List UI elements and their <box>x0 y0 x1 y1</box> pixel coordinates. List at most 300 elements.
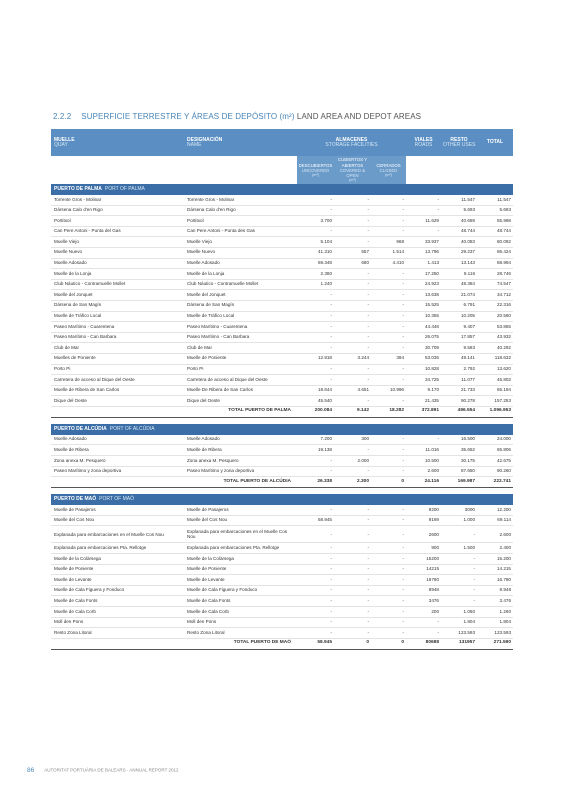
table-cell: 1.500 <box>441 543 477 554</box>
land-area-table <box>51 129 513 650</box>
table-cell: - <box>334 396 371 407</box>
header-closed: CERRADOS CLOSED (m²) <box>371 156 406 184</box>
table-cell: - <box>334 237 371 248</box>
table-cell: Club Náutico - Contramuelle Mollet <box>185 279 297 290</box>
table-cell: Resto Zona Litoral <box>51 628 185 639</box>
table-cell: 18.644 <box>297 385 334 396</box>
section-title <box>51 494 513 505</box>
table-row <box>51 237 513 248</box>
table-cell: - <box>334 628 371 639</box>
total-cell: 372.891 <box>406 406 441 417</box>
table-cell: Dique del Oeste <box>185 396 297 407</box>
table-cell: - <box>371 456 406 467</box>
table-cell: Porto Pi <box>185 364 297 375</box>
table-cell: 26.075 <box>406 332 441 343</box>
table-cell: - <box>297 505 334 515</box>
table-cell: - <box>371 226 406 237</box>
table-row <box>51 290 513 301</box>
table-cell: 28.746 <box>477 269 513 280</box>
footer-text: AUTORITAT PORTUÀRIA DE BALEARS · ANNUAL REPORT 2012 <box>44 767 179 773</box>
table-cell: Muelle De Ribera de San Carlos <box>185 385 297 396</box>
table-cell: - <box>297 585 334 596</box>
table-cell: - <box>297 543 334 554</box>
section-header-row <box>51 184 513 195</box>
table-cell: - <box>406 195 441 205</box>
section-title-es: PUERTO DE MAÓ <box>54 496 97 503</box>
table-cell: 8948 <box>406 585 441 596</box>
table-cell: - <box>371 322 406 333</box>
table-cell: - <box>297 332 334 343</box>
table-cell: 1.000 <box>441 515 477 526</box>
table-cell: Paseo Marítimo - Cuarentena <box>185 322 297 333</box>
table-cell: 1.514 <box>371 247 406 258</box>
table-cell: - <box>371 375 406 386</box>
table-cell: 90.278 <box>441 396 477 407</box>
table-cell: - <box>334 364 371 375</box>
table-cell: - <box>371 445 406 456</box>
section-title <box>51 184 513 195</box>
table-cell: 3.700 <box>297 216 334 227</box>
table-cell: 17.250 <box>406 269 441 280</box>
table-cell: 4.410 <box>371 258 406 269</box>
table-cell: - <box>371 515 406 526</box>
section-title <box>51 424 513 435</box>
table-cell: - <box>297 375 334 386</box>
total-cell: 0 <box>371 477 406 488</box>
table-row <box>51 247 513 258</box>
header-quay: MUELLE QUAY <box>51 129 185 156</box>
table-cell: - <box>297 526 334 543</box>
table-cell: Muelle Nuevo <box>185 247 297 258</box>
table-cell: Muelle de la Lonja <box>185 269 297 280</box>
table-cell: Dársena de San Magín <box>51 300 185 311</box>
table-cell: 1.060 <box>441 607 477 618</box>
table-cell: Muelle de Tráfico Local <box>51 311 185 322</box>
section-header-row <box>51 424 513 435</box>
table-cell: 12.818 <box>297 353 334 364</box>
table-cell: - <box>371 596 406 607</box>
table-cell: - <box>334 505 371 515</box>
table-cell: - <box>371 628 406 639</box>
header-roads: VIALES ROADS <box>406 129 441 156</box>
table-row <box>51 375 513 386</box>
table-cell: 14215 <box>406 564 441 575</box>
table-row <box>51 554 513 565</box>
table-cell: Can Pere Antoni - Punta des Gas <box>185 226 297 237</box>
table-cell: 680 <box>334 258 371 269</box>
table-cell: - <box>334 216 371 227</box>
table-cell: - <box>371 435 406 445</box>
table-row <box>51 445 513 456</box>
table-cell: - <box>334 269 371 280</box>
total-cell: 9.142 <box>334 406 371 417</box>
table-cell: - <box>371 343 406 354</box>
table-cell: - <box>297 628 334 639</box>
table-row <box>51 322 513 333</box>
total-cell: 80688 <box>406 638 441 649</box>
table-cell: 11.629 <box>406 216 441 227</box>
section-title-en: PORT OF ALCÚDIA <box>109 425 155 432</box>
table-row <box>51 364 513 375</box>
table-cell: Muelle Adosado <box>185 258 297 269</box>
table-cell: 10.996 <box>371 385 406 396</box>
table-cell: 11.547 <box>441 195 477 205</box>
table-row <box>51 543 513 554</box>
table-cell: Muelle de Cala Fonts <box>185 596 297 607</box>
header-name: DESIGNACIÓN NAME <box>185 129 297 156</box>
table-cell: 10.828 <box>406 364 441 375</box>
table-row <box>51 353 513 364</box>
table-cell: - <box>371 205 406 216</box>
table-cell: - <box>334 607 371 618</box>
table-cell: 2.792 <box>441 364 477 375</box>
table-row <box>51 279 513 290</box>
table-cell: Moll den Pons <box>51 617 185 628</box>
subheader-row <box>51 156 513 184</box>
table-cell: 44.448 <box>406 322 441 333</box>
table-cell: Muelle de Cala Fonts <box>51 596 185 607</box>
table-cell: Muelle Viejo <box>51 237 185 248</box>
table-cell: Muelle de Levante <box>185 575 297 586</box>
table-cell: 9200 <box>406 505 441 515</box>
table-cell: Paseo Marítimo y zona deportiva <box>185 466 297 477</box>
table-cell: 20.560 <box>477 311 513 322</box>
section-title-en: PORT OF MAÓ <box>99 496 134 503</box>
table-cell: 123.593 <box>441 628 477 639</box>
table-cell: Muelle Nuevo <box>51 247 185 258</box>
table-cell: - <box>406 205 441 216</box>
table-cell: 40.669 <box>441 216 477 227</box>
table-cell: Muelle de Cala Corb <box>185 607 297 618</box>
total-cell: 200.084 <box>297 406 334 417</box>
table-cell: - <box>371 564 406 575</box>
table-cell: 41.310 <box>297 247 334 258</box>
table-cell: Carretera de acceso al Dique del Oeste <box>51 375 185 386</box>
table-cell: 33.937 <box>406 237 441 248</box>
table-cell: 3.476 <box>477 596 513 607</box>
table-cell: Explanada para embarcaciones en el Muelle Cos Nou <box>185 526 297 543</box>
table-row <box>51 435 513 445</box>
table-cell: - <box>297 575 334 586</box>
table-cell: 48.744 <box>477 226 513 237</box>
table-cell: - <box>334 279 371 290</box>
table-cell: Paseo Marítimo y zona deportiva <box>51 466 185 477</box>
table-cell: 24.923 <box>406 279 441 290</box>
table-cell: 88.994 <box>477 258 513 269</box>
table-cell: - <box>441 526 477 543</box>
table-cell: 157.253 <box>477 396 513 407</box>
header-covered-open: CUBIERTOS Y ABIERTOS COVERED & OPEN (m²) <box>334 156 371 184</box>
table-cell: Muelle de Poniente <box>185 564 297 575</box>
table-cell: Muelle de Pasajeros <box>185 505 297 515</box>
table-cell: - <box>297 300 334 311</box>
header-other: RESTO OTHER USES <box>441 129 477 156</box>
table-row <box>51 205 513 216</box>
total-label: TOTAL PUERTO DE PALMA <box>51 406 297 417</box>
table-cell: - <box>406 628 441 639</box>
land-area-table-wrapper <box>51 129 513 650</box>
table-cell: - <box>334 226 371 237</box>
table-cell: Muelle de Cala Figuera y Fonduco <box>185 585 297 596</box>
table-cell: 15.200 <box>477 554 513 565</box>
total-cell: 58.945 <box>297 638 334 649</box>
table-cell: 34.725 <box>406 375 441 386</box>
table-cell: 86.424 <box>477 247 513 258</box>
table-cell: Dique del Oeste <box>51 396 185 407</box>
table-cell: - <box>371 290 406 301</box>
table-cell: 21.074 <box>441 290 477 301</box>
table-cell: Muelle del Jonquet <box>51 290 185 301</box>
table-cell: - <box>371 396 406 407</box>
table-row <box>51 585 513 596</box>
total-cell: 18.282 <box>371 406 406 417</box>
table-row <box>51 526 513 543</box>
total-cell: 0 <box>334 638 371 649</box>
table-cell: - <box>441 575 477 586</box>
table-cell: - <box>297 607 334 618</box>
table-cell: Muelle de Ribera <box>185 445 297 456</box>
table-cell: 1.260 <box>477 607 513 618</box>
total-row <box>51 477 513 488</box>
table-cell: Muelle de Tráfico Local <box>185 311 297 322</box>
table-cell: Dársena Calo d'en Rigo <box>51 205 185 216</box>
table-cell: 13.796 <box>406 247 441 258</box>
table-cell: 200 <box>406 607 441 618</box>
table-row <box>51 466 513 477</box>
table-cell: - <box>406 617 441 628</box>
table-cell: Muelle del Cos Nou <box>51 515 185 526</box>
section-title-es: PUERTO DE ALCÚDIA <box>54 425 107 432</box>
table-cell: Dársena de San Magín <box>185 300 297 311</box>
table-cell: 9.407 <box>441 322 477 333</box>
table-cell: 5.693 <box>477 205 513 216</box>
table-cell: 16.500 <box>441 435 477 445</box>
table-cell: 53.035 <box>406 353 441 364</box>
table-cell: - <box>334 375 371 386</box>
table-cell: 1.413 <box>406 258 441 269</box>
table-cell: 11.016 <box>406 445 441 456</box>
table-row <box>51 195 513 205</box>
header-uncovered: DESCUBIERTOS UNCOVERED (m²) <box>297 156 334 184</box>
page-number: 86 <box>27 767 35 774</box>
table-cell: 2.400 <box>477 543 513 554</box>
table-cell: 8.948 <box>477 585 513 596</box>
table-cell: Muelle de Cala Figuera y Fonduco <box>51 585 185 596</box>
table-cell: - <box>297 456 334 467</box>
table-cell: Explanada para embarcaciones Pta. Rellotge <box>185 543 297 554</box>
table-cell: Torrente Gros - Molinar <box>185 195 297 205</box>
table-cell: 557 <box>334 247 371 258</box>
section-number: 2.2.2 <box>53 112 72 121</box>
table-row <box>51 396 513 407</box>
table-cell: Muelle del Jonquet <box>185 290 297 301</box>
title-en: LAND AREA AND DEPOT AREAS <box>296 112 422 121</box>
table-cell: 123.593 <box>477 628 513 639</box>
table-cell: - <box>371 607 406 618</box>
table-cell: - <box>371 554 406 565</box>
section-header-row <box>51 494 513 505</box>
section-title-en: PORT OF PALMA <box>104 186 145 192</box>
table-cell: Club Náutico - Contramuelle Mollet <box>51 279 185 290</box>
table-cell: Muelle de Poniente <box>185 353 297 364</box>
table-cell: - <box>297 596 334 607</box>
table-cell: Explanada para embarcaciones Pta. Rellotge <box>51 543 185 554</box>
table-cell: 35.652 <box>441 445 477 456</box>
table-row <box>51 596 513 607</box>
table-cell: 2.600 <box>477 526 513 543</box>
table-cell: 6.791 <box>441 300 477 311</box>
table-cell: - <box>371 575 406 586</box>
table-cell: - <box>334 332 371 343</box>
total-cell: 496.554 <box>441 406 477 417</box>
table-cell: Muelle Viejo <box>185 237 297 248</box>
table-cell: 3.244 <box>334 353 371 364</box>
table-cell: - <box>334 290 371 301</box>
total-cell: 271.590 <box>477 638 513 649</box>
table-cell: 15200 <box>406 554 441 565</box>
table-cell: - <box>297 311 334 322</box>
table-row <box>51 515 513 526</box>
table-cell: - <box>334 617 371 628</box>
table-cell: Muelle Adosado <box>51 435 185 445</box>
total-cell: 0 <box>371 638 406 649</box>
table-cell: Portitxol <box>51 216 185 227</box>
table-cell: - <box>334 575 371 586</box>
table-cell: 19.138 <box>297 445 334 456</box>
table-cell: Torrente Gros - Molinar <box>51 195 185 205</box>
table-cell: 5.104 <box>297 237 334 248</box>
table-cell: Club de Mar <box>185 343 297 354</box>
table-cell: - <box>441 564 477 575</box>
table-row <box>51 456 513 467</box>
table-cell: 10.205 <box>441 311 477 322</box>
table-cell: 2600 <box>406 526 441 543</box>
table-row <box>51 617 513 628</box>
table-cell: Muelle de la Lonja <box>51 269 185 280</box>
table-cell: - <box>334 343 371 354</box>
table-cell: 13.620 <box>477 364 513 375</box>
table-cell: 87.650 <box>441 466 477 477</box>
table-cell: 29.237 <box>441 247 477 258</box>
table-cell: 16780 <box>406 575 441 586</box>
table-cell: Portitxol <box>185 216 297 227</box>
table-row <box>51 258 513 269</box>
table-cell: - <box>334 596 371 607</box>
table-cell: 58.945 <box>297 515 334 526</box>
table-cell: 65.194 <box>477 385 513 396</box>
table-cell: 40.083 <box>441 237 477 248</box>
table-cell: Club de Mar <box>51 343 185 354</box>
table-cell: - <box>371 585 406 596</box>
table-cell: 1.240 <box>297 279 334 290</box>
table-cell: 3000 <box>441 505 477 515</box>
table-cell: Muelle de Cala Corb <box>51 607 185 618</box>
table-cell: 30.175 <box>441 456 477 467</box>
table-cell: 900 <box>406 543 441 554</box>
table-cell: - <box>334 311 371 322</box>
table-cell: 40.292 <box>477 343 513 354</box>
table-cell: Muelle de Ribera de San Carlos <box>51 385 185 396</box>
table-cell: Muelle de la Colàrsega <box>51 554 185 565</box>
total-row <box>51 638 513 649</box>
table-cell: Zona anexa M. Pesquero <box>51 456 185 467</box>
table-cell: - <box>371 269 406 280</box>
table-cell: Paseo Marítimo - Can Barbara <box>51 332 185 343</box>
table-cell: 12.200 <box>477 505 513 515</box>
table-cell: - <box>334 466 371 477</box>
table-cell: 69.114 <box>477 515 513 526</box>
table-cell: 10.500 <box>406 456 441 467</box>
table-row <box>51 505 513 515</box>
table-cell: - <box>297 343 334 354</box>
header-storage: ALMACENES STORAGE FACILITIES <box>297 129 406 156</box>
table-cell: 53.855 <box>477 322 513 333</box>
table-cell: Paseo Marítimo - Cuarentena <box>51 322 185 333</box>
table-cell: - <box>297 226 334 237</box>
table-cell: - <box>371 466 406 477</box>
table-cell: Dársena Calo d'en Rigo <box>185 205 297 216</box>
total-label: TOTAL PUERTO DE ALCÚDIA <box>51 477 297 488</box>
table-cell: - <box>334 322 371 333</box>
table-cell: Explanada para embarcaciones en el Muelle Cos Nou <box>51 526 185 543</box>
table-cell: 14.215 <box>477 564 513 575</box>
table-cell: - <box>334 195 371 205</box>
table-cell: - <box>441 585 477 596</box>
table-cell: 69.348 <box>297 258 334 269</box>
table-cell: 74.547 <box>477 279 513 290</box>
table-cell: 394 <box>371 353 406 364</box>
table-cell: 90.260 <box>477 466 513 477</box>
table-row <box>51 575 513 586</box>
table-cell: Muelle de Poniente <box>51 564 185 575</box>
table-cell: Muelle Adosado <box>51 258 185 269</box>
table-row <box>51 226 513 237</box>
table-row <box>51 311 513 322</box>
table-cell: Muelles de Poniente <box>51 353 185 364</box>
table-cell: - <box>371 543 406 554</box>
table-cell: 4.651 <box>334 385 371 396</box>
table-cell: - <box>406 226 441 237</box>
table-cell: 16.780 <box>477 575 513 586</box>
table-cell: 22.316 <box>477 300 513 311</box>
table-cell: - <box>334 205 371 216</box>
table-cell: 49.141 <box>441 353 477 364</box>
table-cell: 48.744 <box>441 226 477 237</box>
table-row <box>51 628 513 639</box>
total-cell: 1.096.953 <box>477 406 513 417</box>
table-cell: - <box>297 554 334 565</box>
table-cell: Moll den Pons <box>185 617 297 628</box>
table-cell: - <box>334 554 371 565</box>
table-cell: 9.170 <box>406 385 441 396</box>
page-footer <box>27 767 179 774</box>
table-cell: Muelle de la Colàrsega <box>185 554 297 565</box>
table-cell: - <box>334 564 371 575</box>
table-cell: 34.712 <box>477 290 513 301</box>
table-cell: - <box>371 311 406 322</box>
table-cell: 48.384 <box>441 279 477 290</box>
total-cell: 2.300 <box>334 477 371 488</box>
table-cell: 1.804 <box>441 617 477 628</box>
table-cell: 11.547 <box>477 195 513 205</box>
table-cell: 24.000 <box>477 435 513 445</box>
table-row <box>51 216 513 227</box>
table-cell: Paseo Marítimo - Can Barbara <box>185 332 297 343</box>
table-cell: 5.693 <box>441 205 477 216</box>
table-cell: 21.733 <box>441 385 477 396</box>
table-cell: Carretera de acceso al Dique del Oeste <box>185 375 297 386</box>
total-cell: 169.987 <box>441 477 477 488</box>
